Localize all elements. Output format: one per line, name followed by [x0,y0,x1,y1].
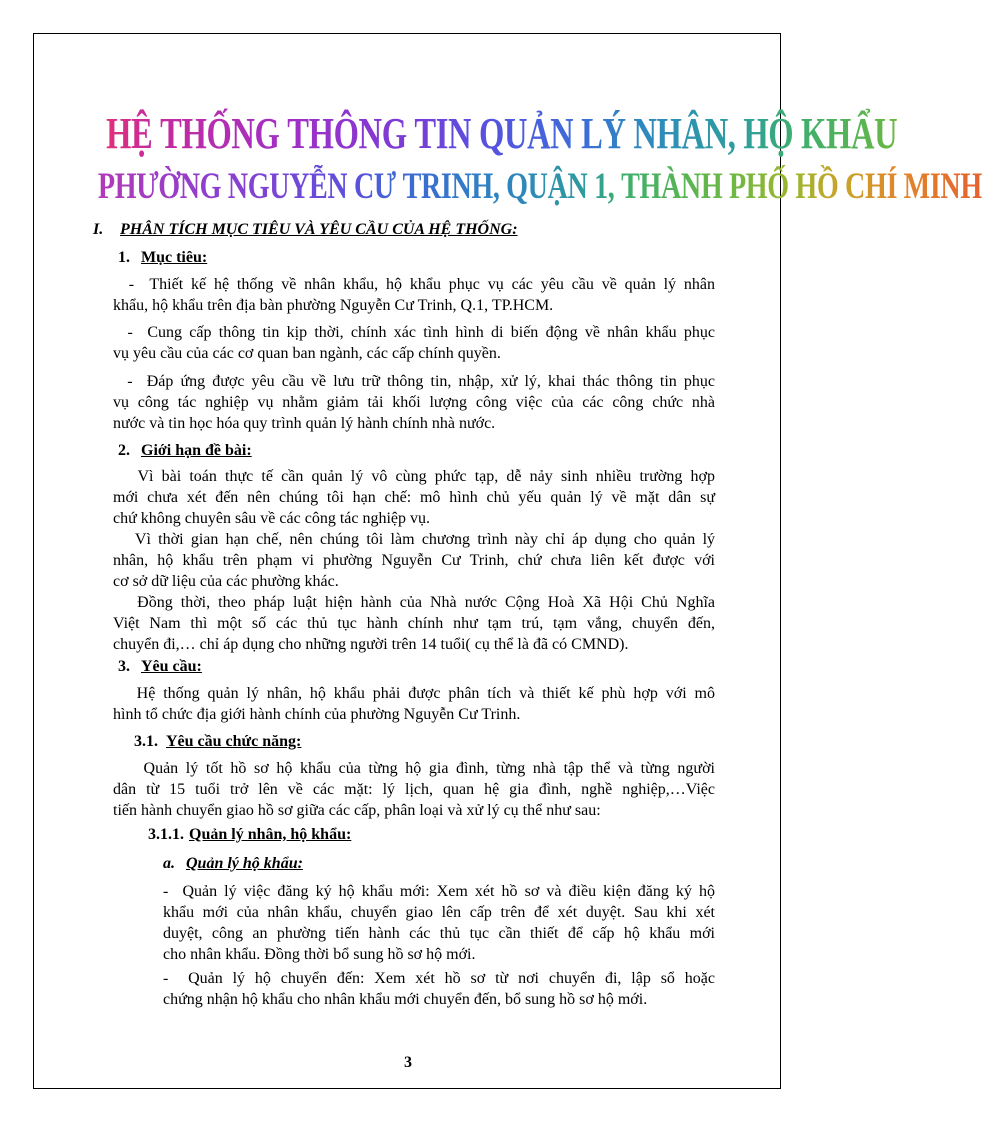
paragraph [113,592,715,655]
title-word: QUẢN [478,109,574,158]
text-line: chứng nhận hộ khẩu cho nhân khẩu mới chuyển đến, bổ sung hồ sơ hộ mới. [163,991,648,1008]
title-word: CƯ [354,166,396,207]
section-heading: PHÂN TÍCH MỤC TIÊU VÀ YÊU CẦU CỦA HỆ THỐNG: [120,221,518,238]
subsection-heading: Quản lý nhân, hộ khẩu: [189,826,352,843]
text-line: - Thiết kế hệ thống về nhân khẩu, hộ khẩu phục vụ các yêu cầu về quản lý nhân [113,276,715,293]
title-word: TIN [414,109,472,158]
text-line: dân từ 15 tuổi trở lên về các mặt: lý lịch, quan hệ gia đình, nghề nghiệp,…Việc [113,781,715,798]
title-word: QUẬN [506,166,588,207]
title-word: NHÂN, [633,109,736,158]
subsection-number: 2. [118,442,130,459]
text-line: hình tổ chức địa giới hành chính của phường Nguyễn Cư Trinh. [113,706,521,723]
text-line: vụ công tác nghiệp vụ nhằm giảm tải khối lượng công việc của các công chức nhà [113,394,715,411]
item-heading: Quản lý hộ khẩu: [186,855,303,872]
text-line: Vì bài toán thực tế cần quản lý vô cùng phức tạp, dễ nảy sinh nhiều trường hợp [113,468,716,485]
subsection-heading: Mục tiêu: [141,249,208,266]
title-word: PHƯỜNG [97,166,222,207]
text-line: Hệ thống quản lý nhân, hộ khẩu phải được phân tích và thiết kế phù hợp với mô [113,685,715,702]
paragraph [163,881,715,965]
text-line: - Quản lý hộ chuyển đến: Xem xét hồ sơ từ nơi chuyển đi, lập sổ hoặc [163,970,715,987]
title-word: HỆ [106,109,153,158]
subsection-number: 1. [118,249,130,266]
title-word: TRINH, [402,166,500,207]
title-word: HỘ [743,109,794,158]
text-line: tiến hành chuyển giao hồ sơ giữa các cấp, phân loại và xử lý cụ thể như sau: [113,802,601,819]
text-line: - Cung cấp thông tin kịp thời, chính xác tình hình di biến động về nhân khẩu phục [113,324,716,341]
subsection-heading: Yêu cầu chức năng: [166,733,302,750]
text-line: nước và tin học hóa quy trình quản lý hành chính nhà nước. [113,415,496,432]
text-line: - Đáp ứng được yêu cầu về lưu trữ thông tin, nhập, xử lý, khai thác thông tin phục [113,373,716,390]
title-word: THÀNH [621,166,723,207]
text-line: Quản lý tốt hồ sơ hộ khẩu của từng hộ gia đình, từng nhà tập thể và từng người [113,760,716,777]
paragraph [113,529,715,592]
text-line: - Quản lý việc đăng ký hộ khẩu mới: Xem xét hồ sơ và điều kiện đăng ký hộ [163,883,715,900]
title-word: KHẨU [801,109,898,158]
document-title-line2 [97,165,982,208]
subsection-number: 3.1.1. [148,826,184,843]
paragraph [113,466,715,529]
text-line: Đồng thời, theo pháp luật hiện hành của Nhà nước Cộng Hoà Xã Hội Chủ Nghĩa [113,594,716,611]
text-line: vụ yêu cầu của các cơ quan ban ngành, các cấp chính quyền. [113,345,501,362]
item-letter: a. [163,855,175,872]
section-number: I. [93,221,104,238]
title-word: CHÍ [845,166,898,207]
text-line: khẩu, hộ khẩu trên địa bàn phường Nguyễn Cư Trinh, Q.1, TP.HCM. [113,297,554,314]
title-word: THÔNG [287,109,407,158]
text-line: mới chưa xét đến nên chúng tôi hạn chế: mô hình chủ yếu quản lý về mặt dân sự [113,489,715,506]
paragraph [113,371,715,434]
title-word: PHỐ [728,166,789,207]
subsection-heading: Giới hạn đề bài: [141,442,252,459]
title-word: HỒ [795,166,839,207]
paragraph [163,968,715,1010]
text-line: chứ không chuyên sâu về các công tác nghiệp vụ. [113,510,431,527]
subsection-heading: Yêu cầu: [141,658,202,675]
text-line: duyệt, công an phường tiến hành các thủ tục cần thiết để cấp hộ khẩu mới [163,925,715,942]
subsection-number: 3.1. [134,733,158,750]
text-line: chuyển đi,… chỉ áp dụng cho những người trên 14 tuổi( cụ thể là đã có CMND). [113,636,629,653]
text-line: cơ sở dữ liệu của các phường khác. [113,573,339,590]
title-word: THỐNG [160,109,280,158]
text-line: Vì thời gian hạn chế, nên chúng tôi làm chương trình này chỉ áp dụng cho quản lý [113,531,716,548]
title-word: LÝ [581,109,626,158]
paragraph [113,683,715,725]
document-title-line1 [106,108,898,159]
text-line: Việt Nam thì một số các thủ tục hành chính như tạm trú, tạm vắng, chuyển đến, [113,615,715,632]
paragraph [113,758,715,821]
paragraph [113,274,715,316]
page-number: 3 [404,1054,412,1071]
text-line: nhân, hộ khẩu trên phạm vi phường Nguyễn Cư Trinh, chứ chưa liên kết được với [113,552,715,569]
title-word: NGUYỄN [227,166,348,207]
text-line: khẩu mới của nhân khẩu, chuyển giao lên cấp trên để xét duyệt. Sau khi xét [163,904,715,921]
title-word: 1, [594,166,615,207]
subsection-number: 3. [118,658,130,675]
text-line: cho nhân khẩu. Đồng thời bổ sung hồ sơ hộ mới. [163,946,476,963]
title-word: MINH [903,166,982,207]
paragraph [113,322,715,364]
